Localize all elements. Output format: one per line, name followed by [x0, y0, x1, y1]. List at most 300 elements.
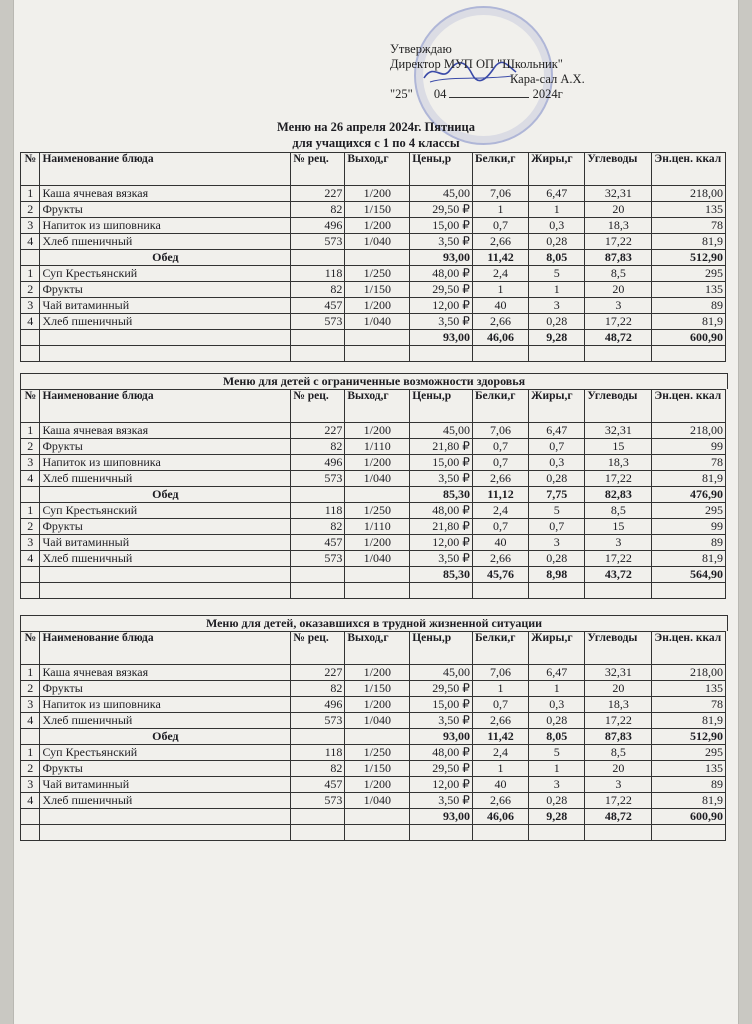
empty-row [21, 583, 726, 599]
table-row [21, 218, 726, 234]
column-header: Наименование блюда [40, 390, 291, 423]
table-cell: 2 [21, 439, 40, 455]
table-cell: 0,3 [529, 697, 585, 713]
table-header-row [21, 390, 726, 423]
table-cell: 15 [585, 519, 652, 535]
table-cell: 573 [291, 713, 345, 729]
table-cell: 0,28 [529, 551, 585, 567]
table-cell: 4 [21, 793, 40, 809]
table-cell: 1/150 [345, 282, 410, 298]
table-cell: 81,9 [652, 793, 726, 809]
table-cell: 1 [21, 266, 40, 282]
table-cell: 0,7 [472, 439, 528, 455]
table-cell: 82 [291, 282, 345, 298]
table-row [21, 535, 726, 551]
total-cell: 512,90 [652, 250, 726, 266]
table-cell: 2 [21, 681, 40, 697]
table-cell: 4 [21, 234, 40, 250]
table-cell: 1 [21, 423, 40, 439]
table-cell: 4 [21, 471, 40, 487]
table-cell: 4 [21, 551, 40, 567]
total-cell: 85,30 [410, 487, 473, 503]
table-cell: 3,50 ₽ [410, 314, 473, 330]
table-cell: 1/040 [345, 234, 410, 250]
table-cell [410, 346, 473, 362]
table-cell: 3 [585, 777, 652, 793]
table-cell: 1/200 [345, 186, 410, 202]
table-cell [291, 809, 345, 825]
table-cell: 1 [529, 202, 585, 218]
table-cell: 20 [585, 681, 652, 697]
column-header: Цены,р [410, 632, 473, 665]
table-cell: 118 [291, 503, 345, 519]
table-cell: 2,4 [472, 503, 528, 519]
table-cell: 3 [21, 298, 40, 314]
table-row [21, 761, 726, 777]
table-cell [345, 330, 410, 346]
table-cell: 3,50 ₽ [410, 234, 473, 250]
table-cell: 6,47 [529, 423, 585, 439]
table-cell: 6,47 [529, 186, 585, 202]
table-cell: 0,28 [529, 234, 585, 250]
column-header: Жиры,г [529, 632, 585, 665]
table-cell: 15,00 ₽ [410, 218, 473, 234]
table-row [21, 697, 726, 713]
table-cell: 135 [652, 761, 726, 777]
table-row [21, 314, 726, 330]
lunch-section-label: Обед [40, 250, 291, 266]
menu-table-hardship [20, 631, 726, 841]
breakfast-total-row [21, 729, 726, 745]
table-cell: 1/040 [345, 793, 410, 809]
column-header: Белки,г [472, 632, 528, 665]
table-cell [291, 583, 345, 599]
table-cell: 0,7 [529, 439, 585, 455]
table-cell: 3 [21, 697, 40, 713]
table-cell: 21,80 ₽ [410, 519, 473, 535]
table-cell: 89 [652, 777, 726, 793]
table-cell: Каша ячневая вязкая [40, 423, 291, 439]
table-cell: 227 [291, 186, 345, 202]
table-cell: 227 [291, 423, 345, 439]
table-cell: 1/040 [345, 551, 410, 567]
table-cell: 1/200 [345, 455, 410, 471]
table-cell: 1 [529, 681, 585, 697]
column-header: Эн.цен. ккал [652, 153, 726, 186]
table-cell: 1/150 [345, 761, 410, 777]
table-cell [345, 809, 410, 825]
table-cell: 1 [472, 681, 528, 697]
table-cell: 0,3 [529, 218, 585, 234]
table-total-row [21, 809, 726, 825]
table-cell: 82 [291, 439, 345, 455]
table-cell: 5 [529, 266, 585, 282]
table-row [21, 439, 726, 455]
breakfast-total-row [21, 487, 726, 503]
total-cell: 11,42 [472, 729, 528, 745]
table-cell: 89 [652, 298, 726, 314]
total-cell: 9,28 [529, 809, 585, 825]
table-cell: Напиток из шиповника [40, 218, 291, 234]
table-cell: 82 [291, 681, 345, 697]
table-cell: 29,50 ₽ [410, 282, 473, 298]
table-cell: 20 [585, 282, 652, 298]
table-cell: Фрукты [40, 761, 291, 777]
column-header: Выход,г [345, 632, 410, 665]
table-cell: Каша ячневая вязкая [40, 665, 291, 681]
table-cell [291, 330, 345, 346]
table-cell: Чай витаминный [40, 777, 291, 793]
table-cell: 1 [21, 503, 40, 519]
table-row [21, 745, 726, 761]
table-cell: 15 [585, 439, 652, 455]
approval-line-3: Кара-сал А.Х. [510, 72, 585, 86]
table-cell [40, 330, 291, 346]
table-cell: 2,66 [472, 314, 528, 330]
table-cell: 3 [21, 218, 40, 234]
table-cell: Напиток из шиповника [40, 697, 291, 713]
table-cell: 0,3 [529, 455, 585, 471]
lunch-section-label: Обед [40, 729, 291, 745]
column-header: Цены,р [410, 390, 473, 423]
breakfast-total-row [21, 250, 726, 266]
table-cell [21, 330, 40, 346]
table-cell: 573 [291, 314, 345, 330]
table-cell: 18,3 [585, 697, 652, 713]
column-header: Углеводы [585, 153, 652, 186]
table-cell: 6,47 [529, 665, 585, 681]
table-cell [345, 487, 410, 503]
column-header: Эн.цен. ккал [652, 390, 726, 423]
table-total-row [21, 330, 726, 346]
total-cell: 46,06 [472, 809, 528, 825]
column-header: Выход,г [345, 153, 410, 186]
table-cell: Каша ячневая вязкая [40, 186, 291, 202]
total-cell: 93,00 [410, 250, 473, 266]
approval-line-4 [390, 87, 585, 102]
table-cell: 40 [472, 777, 528, 793]
table-cell: 1/040 [345, 314, 410, 330]
column-header: Выход,г [345, 390, 410, 423]
table-cell: 81,9 [652, 314, 726, 330]
table-cell: 118 [291, 266, 345, 282]
table-cell [21, 729, 40, 745]
total-cell: 48,72 [585, 330, 652, 346]
table-cell: 1/200 [345, 777, 410, 793]
table-cell: 135 [652, 202, 726, 218]
table-cell: 1/250 [345, 503, 410, 519]
table-cell: 81,9 [652, 713, 726, 729]
table-cell: 1 [21, 665, 40, 681]
table-cell: 496 [291, 697, 345, 713]
table-cell: 78 [652, 697, 726, 713]
table-cell: 1/150 [345, 681, 410, 697]
table-cell [652, 583, 726, 599]
menu-table-primary-grades [20, 152, 726, 362]
table-cell: 82 [291, 761, 345, 777]
table-cell: 1/250 [345, 745, 410, 761]
table-cell: 17,22 [585, 551, 652, 567]
table-cell: 48,00 ₽ [410, 266, 473, 282]
table-cell: 99 [652, 439, 726, 455]
column-header: № рец. [291, 632, 345, 665]
table-row [21, 777, 726, 793]
column-header: № рец. [291, 153, 345, 186]
table-cell: 1/200 [345, 423, 410, 439]
total-cell: 87,83 [585, 729, 652, 745]
total-cell: 93,00 [410, 809, 473, 825]
table-cell [345, 729, 410, 745]
table-cell: 48,00 ₽ [410, 503, 473, 519]
table-cell: 3 [529, 777, 585, 793]
table-cell [410, 583, 473, 599]
table-cell [529, 825, 585, 841]
table-cell: 17,22 [585, 471, 652, 487]
table-cell: 0,28 [529, 314, 585, 330]
column-header: Белки,г [472, 390, 528, 423]
table-cell [345, 250, 410, 266]
table-cell: 573 [291, 793, 345, 809]
table-cell: Хлеб пшеничный [40, 471, 291, 487]
table-cell: Чай витаминный [40, 535, 291, 551]
table-row [21, 266, 726, 282]
table-cell: 2,4 [472, 745, 528, 761]
table-cell: 2,4 [472, 266, 528, 282]
table-cell [472, 346, 528, 362]
table-cell: 457 [291, 535, 345, 551]
table-cell: 29,50 ₽ [410, 761, 473, 777]
table-row [21, 665, 726, 681]
table-cell: 1/200 [345, 665, 410, 681]
table-cell: Хлеб пшеничный [40, 793, 291, 809]
total-cell: 48,72 [585, 809, 652, 825]
total-cell: 600,90 [652, 809, 726, 825]
table-cell [345, 583, 410, 599]
table-cell: 1 [472, 202, 528, 218]
table-cell: 3,50 ₽ [410, 471, 473, 487]
table-cell: 218,00 [652, 186, 726, 202]
table-cell: 1/040 [345, 471, 410, 487]
table-cell [345, 346, 410, 362]
table-cell: 81,9 [652, 471, 726, 487]
table-cell: 99 [652, 519, 726, 535]
total-cell: 46,06 [472, 330, 528, 346]
table-cell: 496 [291, 218, 345, 234]
menu-subtitle: для учащихся с 1 по 4 классы [292, 136, 460, 150]
table-cell: 135 [652, 681, 726, 697]
table-cell: 0,7 [472, 697, 528, 713]
table-cell: 1/110 [345, 519, 410, 535]
table-cell: 5 [529, 503, 585, 519]
total-cell: 85,30 [410, 567, 473, 583]
table-cell: 12,00 ₽ [410, 298, 473, 314]
table-cell: 2 [21, 282, 40, 298]
table-cell: Фрукты [40, 519, 291, 535]
table-cell: Фрукты [40, 202, 291, 218]
table-cell: 1 [21, 745, 40, 761]
table-cell [585, 583, 652, 599]
section-title-hardship: Меню для детей, оказавшихся в трудной жизненной ситуации [20, 615, 728, 631]
table-cell: 15,00 ₽ [410, 697, 473, 713]
table-cell: 295 [652, 745, 726, 761]
table-cell: 3 [21, 535, 40, 551]
column-header: Жиры,г [529, 153, 585, 186]
table-cell [345, 825, 410, 841]
total-cell: 8,05 [529, 729, 585, 745]
table-cell: 1 [472, 761, 528, 777]
column-header: № рец. [291, 390, 345, 423]
table-cell: 1/110 [345, 439, 410, 455]
table-cell: 3 [529, 298, 585, 314]
total-cell: 512,90 [652, 729, 726, 745]
table-cell: 2,66 [472, 234, 528, 250]
table-cell: 496 [291, 455, 345, 471]
total-cell: 43,72 [585, 567, 652, 583]
table-cell: 17,22 [585, 793, 652, 809]
table-cell: 8,5 [585, 745, 652, 761]
table-cell: 32,31 [585, 423, 652, 439]
table-header-row [21, 153, 726, 186]
table-cell: 29,50 ₽ [410, 681, 473, 697]
total-cell: 45,76 [472, 567, 528, 583]
table-cell: 457 [291, 777, 345, 793]
table-header-row [21, 632, 726, 665]
table-cell [40, 567, 291, 583]
table-cell [585, 346, 652, 362]
table-cell: Суп Крестьянский [40, 503, 291, 519]
column-header: № [21, 153, 40, 186]
total-cell: 8,98 [529, 567, 585, 583]
approval-block [390, 42, 585, 102]
table-cell: 45,00 [410, 186, 473, 202]
table-cell: 3,50 ₽ [410, 793, 473, 809]
table-cell: 457 [291, 298, 345, 314]
table-cell: 0,7 [472, 218, 528, 234]
table-cell [21, 567, 40, 583]
table-cell: 5 [529, 745, 585, 761]
column-header: Наименование блюда [40, 153, 291, 186]
table-cell: Фрукты [40, 282, 291, 298]
table-cell: 573 [291, 471, 345, 487]
total-cell: 82,83 [585, 487, 652, 503]
table-cell: 1/200 [345, 298, 410, 314]
table-cell: 1 [21, 186, 40, 202]
column-header: Эн.цен. ккал [652, 632, 726, 665]
table-cell: 4 [21, 713, 40, 729]
table-cell: 295 [652, 266, 726, 282]
table-cell: 218,00 [652, 665, 726, 681]
table-cell: 3,50 ₽ [410, 551, 473, 567]
table-cell: Хлеб пшеничный [40, 551, 291, 567]
table-row [21, 423, 726, 439]
table-cell: 45,00 [410, 665, 473, 681]
table-cell: 20 [585, 202, 652, 218]
table-cell: 29,50 ₽ [410, 202, 473, 218]
table-cell [585, 825, 652, 841]
approval-date-underline [449, 97, 529, 98]
column-header: Жиры,г [529, 390, 585, 423]
table-cell: 32,31 [585, 665, 652, 681]
total-cell: 476,90 [652, 487, 726, 503]
table-cell: 1/200 [345, 697, 410, 713]
table-cell: Хлеб пшеничный [40, 713, 291, 729]
table-cell: 0,28 [529, 793, 585, 809]
table-cell: 82 [291, 202, 345, 218]
approval-month: 04 [433, 87, 447, 101]
table-cell: Фрукты [40, 439, 291, 455]
table-cell: Чай витаминный [40, 298, 291, 314]
table-cell: 3 [529, 535, 585, 551]
table-cell: 1/200 [345, 535, 410, 551]
table-row [21, 282, 726, 298]
table-cell: 573 [291, 551, 345, 567]
column-header: Белки,г [472, 153, 528, 186]
table-cell: 1 [529, 282, 585, 298]
section-title-disabilities: Меню для детей с ограниченные возможности здоровья [20, 373, 728, 389]
table-cell: 17,22 [585, 234, 652, 250]
table-cell [291, 250, 345, 266]
table-cell [472, 583, 528, 599]
table-cell [410, 825, 473, 841]
menu-document-page [14, 0, 738, 1024]
table-cell: 21,80 ₽ [410, 439, 473, 455]
table-cell [21, 487, 40, 503]
table-cell: 81,9 [652, 234, 726, 250]
table-cell: Хлеб пшеничный [40, 314, 291, 330]
table-cell: 4 [21, 314, 40, 330]
table-cell [472, 825, 528, 841]
table-cell: 1 [529, 761, 585, 777]
table-cell: 2,66 [472, 793, 528, 809]
table-cell [40, 825, 291, 841]
table-cell: 89 [652, 535, 726, 551]
table-row [21, 793, 726, 809]
table-row [21, 681, 726, 697]
approval-day: "25" [390, 87, 413, 101]
column-header: Углеводы [585, 390, 652, 423]
table-cell: 3 [21, 777, 40, 793]
total-cell: 11,42 [472, 250, 528, 266]
table-cell [21, 250, 40, 266]
total-cell: 8,05 [529, 250, 585, 266]
table-cell [291, 487, 345, 503]
table-cell: 12,00 ₽ [410, 535, 473, 551]
table-row [21, 298, 726, 314]
table-row [21, 234, 726, 250]
table-cell: 40 [472, 535, 528, 551]
table-cell: 2 [21, 761, 40, 777]
lunch-section-label: Обед [40, 487, 291, 503]
table-cell: 82 [291, 519, 345, 535]
table-cell: 295 [652, 503, 726, 519]
table-cell: 3 [21, 455, 40, 471]
table-cell: 2,66 [472, 471, 528, 487]
table-cell: 7,06 [472, 423, 528, 439]
column-header: № [21, 390, 40, 423]
table-cell: 0,7 [472, 519, 528, 535]
column-header: Цены,р [410, 153, 473, 186]
table-cell [40, 809, 291, 825]
table-cell: Фрукты [40, 681, 291, 697]
table-cell: 227 [291, 665, 345, 681]
table-cell [652, 825, 726, 841]
table-cell: 573 [291, 234, 345, 250]
table-row [21, 551, 726, 567]
table-cell [529, 583, 585, 599]
table-cell: 48,00 ₽ [410, 745, 473, 761]
table-cell [291, 729, 345, 745]
approval-line-1: Утверждаю [390, 42, 452, 56]
